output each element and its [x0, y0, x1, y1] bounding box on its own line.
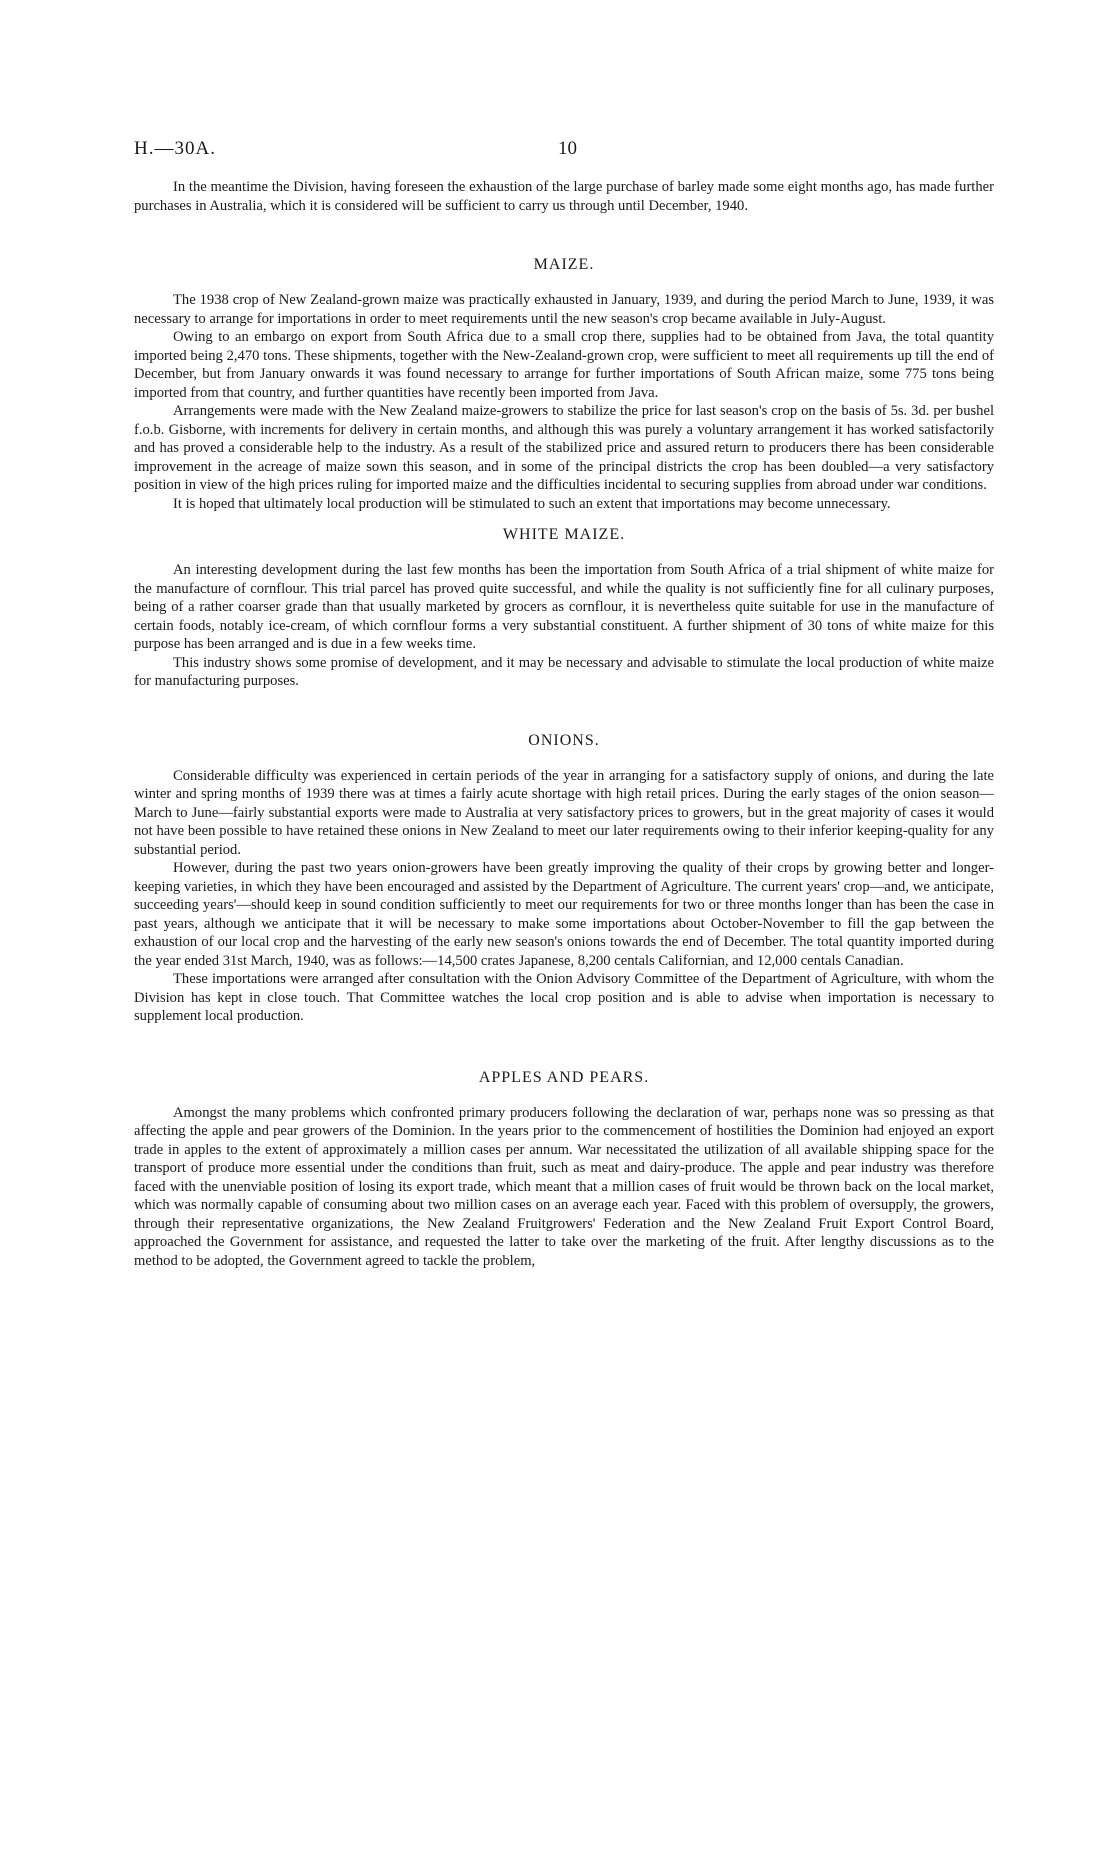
onions-paragraph-2: However, during the past two years onion-growers have been greatly improving the quality of their crops by growing better and longer-keeping varieties, in which they have been encouraged and assisted by the Department of Agriculture. The current years' crop—and, we anticipate, succeeding years'—should keep in sound condition sufficiently to meet our requirements for two or three months longer than has been the case in past years, although we anticipate that it will be necessary to make some importations about October-November to fill the gap between the exhaustion of our local crop and the harvesting of the early new season's onions towards the end of December. The total quantity imported during the year ended 31st March, 1940, was as follows:—14,500 crates Japanese, 8,200 centals Californian, and 12,000 centals Canadian.: [134, 860, 994, 969]
onions-paragraph-1: Considerable difficulty was experienced in certain periods of the year in arranging for a satisfactory supply of onions, and during the late winter and spring months of 1939 there was at times a fairly acute shortage with high retail prices. During the early stages of the onion season—March to June—fairly substantial exports were made to Australia at very satisfactory prices to growers, but in the great majority of cases it would not have been possible to have retained these onions in New Zealand to meet our later requirements owing to their inferior keeping-quality for any substantial period.: [134, 767, 994, 858]
intro-paragraph: In the meantime the Division, having foreseen the exhaustion of the large purchase of barley made some eight months ago, has made further purchases in Australia, which it is considered will be sufficient to carry us through until December, 1940.: [134, 179, 994, 214]
section-heading-onions: ONIONS.: [528, 731, 600, 749]
maize-paragraph-2: Owing to an embargo on export from South Africa due to a small crop there, supplies had to be obtained from Java, the total quantity imported being 2,470 tons. These shipments, together with the New-Zealand-grown crop, were sufficient to meet all requirements up till the end of December, but from January onwards it was found necessary to arrange for further importations of South African maize, some 775 tons being imported from that country, and further quantities have recently been imported from Java.: [134, 329, 994, 401]
white-maize-paragraph-2: This industry shows some promise of development, and it may be necessary and advisable to stimulate the local production of white maize for manufacturing purposes.: [134, 654, 994, 689]
page-number: 10: [558, 138, 577, 159]
maize-paragraph-3: Arrangements were made with the New Zealand maize-growers to stabilize the price for last season's crop on the basis of 5s. 3d. per bushel f.o.b. Gisborne, with increments for delivery in certain months, and although this was purely a voluntary arrangement it has worked satisfactorily and has proved a considerable help to the industry. As a result of the stabilized price and assured return to producers there has been considerable improvement in the acreage of maize sown this season, and in some of the principal districts the crop has been doubled—a very satisfactory position in view of the high prices ruling for imported maize and the difficulties incidental to securing supplies from abroad under war conditions.: [134, 403, 994, 493]
document-body: [134, 178, 994, 1270]
page-header: [134, 138, 994, 162]
onions-paragraph-3: These importations were arranged after consultation with the Onion Advisory Committee of the Department of Agriculture, with whom the Division has kept in close touch. That Committee watches the local crop position and is able to advise when importation is necessary to supplement local production.: [134, 971, 994, 1024]
maize-paragraph-4: It is hoped that ultimately local production will be stimulated to such an extent that importations may become unnecessary.: [173, 495, 891, 512]
document-reference: H.—30A.: [134, 138, 216, 159]
apples-pears-paragraph-1: Amongst the many problems which confronted primary producers following the declaration of war, perhaps none was so pressing as that affecting the apple and pear growers of the Dominion. In the years prior to the commencement of hostilities the Dominion had enjoyed an export trade in apples to the extent of approximately a million cases per annum. War necessitated the utilization of all available shipping space for the transport of produce more essential under the conditions than fruit, such as meat and dairy-produce. The apple and pear industry was therefore faced with the unenviable position of losing its export trade, which meant that a million cases of fruit would be thrown back on the local market, which was normally capable of consuming about two million cases on an average each year. Faced with this problem of oversupply, the growers, through their representative organizations, the New Zealand Fruitgrowers' Federation and the New Zealand Fruit Export Control Board, approached the Government for assistance, and requested the latter to take over the marketing of the fruit. After lengthy discussions as to the method to be adopted, the Government agreed to tackle the problem,: [134, 1104, 994, 1269]
maize-paragraph-1: The 1938 crop of New Zealand-grown maize was practically exhausted in January, 1939, and during the period March to June, 1939, it was necessary to arrange for importations in order to meet requirements until the new season's crop became available in July-August.: [134, 292, 994, 327]
white-maize-paragraph-1: An interesting development during the last few months has been the importation from South Africa of a trial shipment of white maize for the manufacture of cornflour. This trial parcel has proved quite successful, and while the quality is not sufficiently fine for all culinary purposes, being of a rather coarser grade than that usually marketed by grocers as cornflour, it is nevertheless quite suitable for use in the manufacture of certain foods, notably ice-cream, of which cornflour forms a very substantial constituent. A further shipment of 30 tons of white maize for this purpose has been arranged and is due in a few weeks time.: [134, 562, 994, 652]
section-heading-maize: MAIZE.: [533, 256, 595, 273]
section-heading-apples-and-pears: APPLES AND PEARS.: [478, 1068, 650, 1086]
section-heading-white-maize: WHITE MAIZE.: [502, 526, 626, 543]
